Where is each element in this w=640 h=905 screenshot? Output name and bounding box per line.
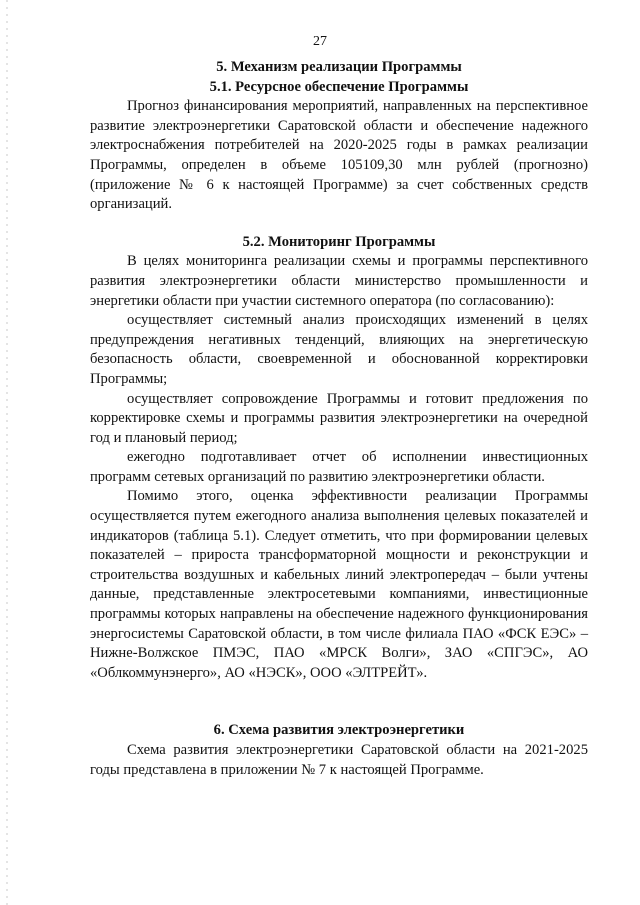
- section-5-2-paragraph-analysis: осуществляет системный анализ происходящих изменений в целях предупреждения негативных тенденций, влияющих на энергетическую безопасность области, своевременной и обоснованной корректировки Программы;: [90, 312, 588, 387]
- page-number: 27: [313, 34, 327, 49]
- section-5-2-paragraph-evaluation: Помимо этого, оценка эффективности реализации Программы осуществляется путем ежегодного анализа выполнения целевых показателей и индикаторов (таблица 5.1). Следует отметить, что при формировании целевых показателей – прироста трансформаторной мощности и реконструкции и строительства воздушных и кабельных линий электропередач – были учтены данные, представленные электросетевыми компаниями, инвестиционные программы которых направлены на обеспечение надежного функционирования энергосистемы Саратовской области, в том числе филиала ПАО «ФСК ЕЭС» – Нижне-Волжское ПМЭС, ПАО «МРСК Волги», ЗАО «СПГЭС», АО «Облкоммунэнерго», АО «НЭСК», ООО «ЭЛТРЕЙТ».: [90, 488, 588, 681]
- section-5-2-paragraph-support: осуществляет сопровождение Программы и готовит предложения по корректировке схемы и программы развития электроэнергетики на очередной год и плановый период;: [90, 390, 588, 446]
- section-5-1-paragraph: Прогноз финансирования мероприятий, направленных на перспективное развитие электроэнергетики Саратовской области и обеспечение надежного электроснабжения потребителей на 2020-2025 годы в рамках реализации Программы, определен в объеме 105109,30 млн рублей (прогнозно) (приложение № 6 к настоящей Программе) за счет собственных средств организаций.: [90, 98, 588, 213]
- section-5-2-heading: 5.2. Мониторинг Программы: [242, 233, 436, 250]
- section-6-paragraph: Схема развития электроэнергетики Саратовской области на 2021-2025 годы представлена в приложении № 7 к настоящей Программе.: [90, 742, 588, 778]
- document-body: [90, 58, 588, 780]
- scan-edge-artifact: [6, 0, 8, 905]
- section-5-2-paragraph-intro: В целях мониторинга реализации схемы и программы перспективного развития электроэнергетики области министерство промышленности и энергетики области при участии системного оператора (по согласованию):: [90, 253, 588, 309]
- section-5-2-paragraph-report: ежегодно подготавливает отчет об исполнении инвестиционных программ сетевых организаций по развитию электроэнергетики области.: [90, 449, 588, 485]
- section-5-1-heading: 5.1. Ресурсное обеспечение Программы: [209, 78, 469, 95]
- section-6-heading: 6. Схема развития электроэнергетики: [213, 722, 465, 739]
- section-5-heading: 5. Механизм реализации Программы: [216, 59, 462, 75]
